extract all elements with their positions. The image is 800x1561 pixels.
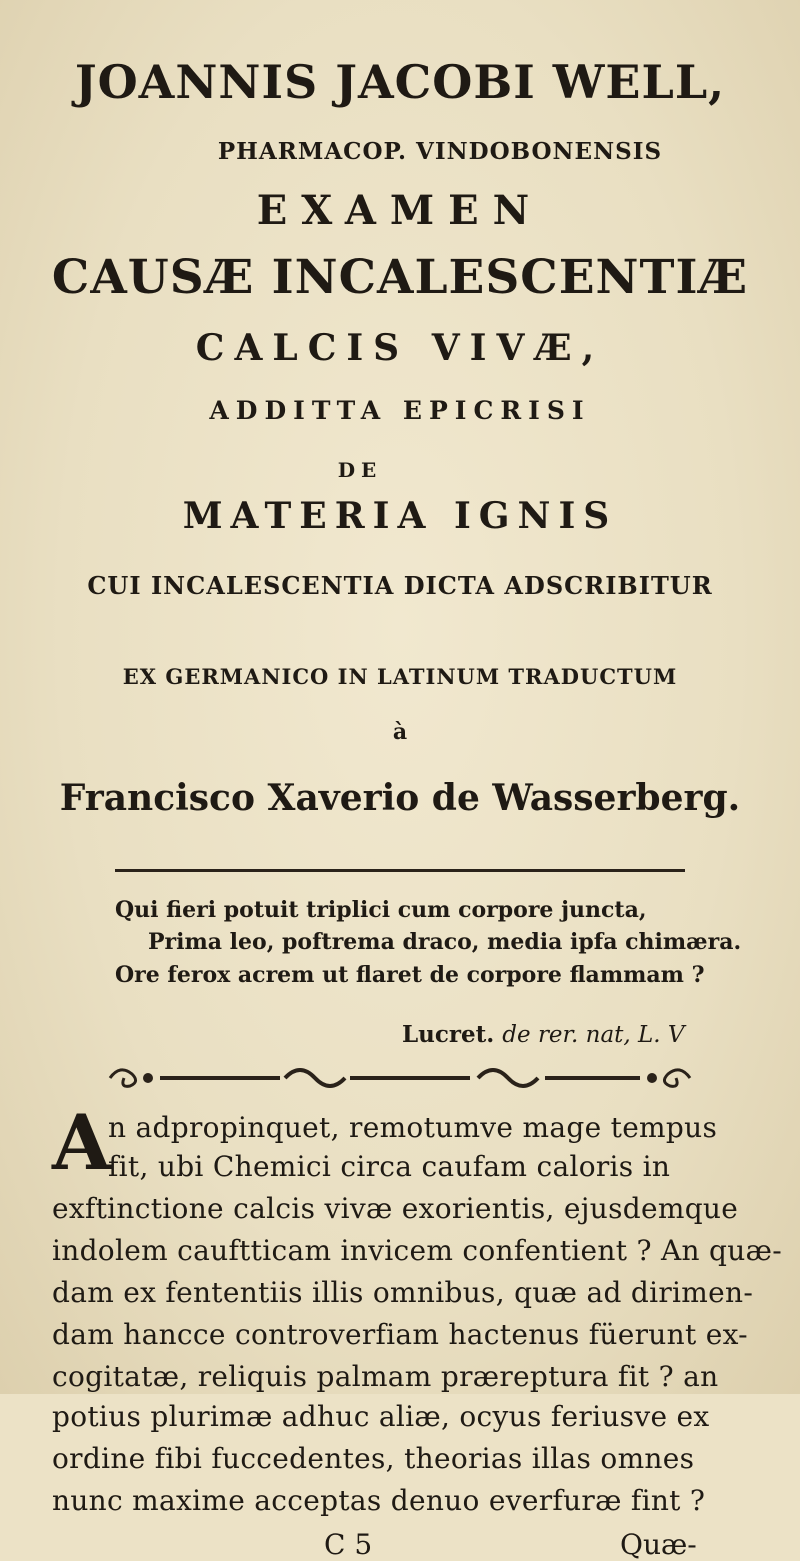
title-causae: CAUSÆ INCALESCENTIÆ: [51, 250, 749, 305]
text-line: indolem cauftticam invicem confentient ? An quæ-: [52, 1234, 782, 1267]
title-calcis: CALCIS VIVÆ,: [195, 327, 605, 369]
title-materia: MATERIA IGNIS: [182, 495, 618, 537]
author-affiliation: PHARMACOP. VINDOBONENSIS: [217, 138, 663, 165]
text-line: cogitatæ, reliquis palmam præreptura fit ? an: [52, 1360, 719, 1393]
catchword: Quæ-: [620, 1528, 697, 1561]
title-translation-note: EX GERMANICO IN LATINUM TRADUCTUM: [122, 664, 678, 689]
title-de: DE: [337, 458, 383, 482]
translator-name: Francisco Xaverio de Wasserberg.: [59, 777, 741, 819]
title-examen: EXAMEN: [256, 187, 544, 234]
author-name: JOANNIS JACOBI WELL,: [74, 55, 726, 109]
epigraph-line: Ore ferox acrem ut flaret de corpore flammam ?: [115, 962, 705, 988]
title-cui: CUI INCALESCENTIA DICTA ADSCRIBITUR: [87, 571, 713, 600]
epigraph-line: Qui fieri potuit triplici cum corpore juncta,: [115, 897, 647, 923]
text-line: dam hancce controverfiam hactenus füerunt ex-: [52, 1318, 748, 1351]
text-line: potius plurimæ adhuc aliæ, ocyus feriusve ex: [52, 1400, 710, 1433]
text-line: dam ex fententiis illis omnibus, quæ ad dirimen-: [52, 1276, 754, 1309]
title-a: à: [392, 719, 408, 745]
epigraph-source: [402, 1021, 685, 1048]
text-line: exftinctione calcis vivæ exorientis, ejusdemque: [52, 1192, 739, 1225]
title-additta: ADDITTA EPICRISI: [209, 396, 591, 425]
drop-cap: A: [52, 1098, 111, 1187]
text-line: ordine fibi fuccedentes, theorias illas omnes: [52, 1442, 695, 1475]
ornament-divider-icon: [100, 1058, 700, 1098]
epigraph-line: Prima leo, poftrema draco, media ipfa chimæra.: [148, 929, 742, 955]
epigraph-source-work: de rer. nat, L. V: [502, 1022, 685, 1048]
signature-mark: C 5: [324, 1528, 373, 1561]
horizontal-rule: [115, 869, 685, 872]
text-line: fit, ubi Chemici circa caufam caloris in: [108, 1150, 671, 1183]
text-line: nunc maxime acceptas denuo everfuræ fint ?: [52, 1484, 706, 1517]
text-line: n adpropinquet, remotumve mage tempus: [108, 1111, 718, 1144]
epigraph-source-author: Lucret.: [402, 1021, 495, 1048]
